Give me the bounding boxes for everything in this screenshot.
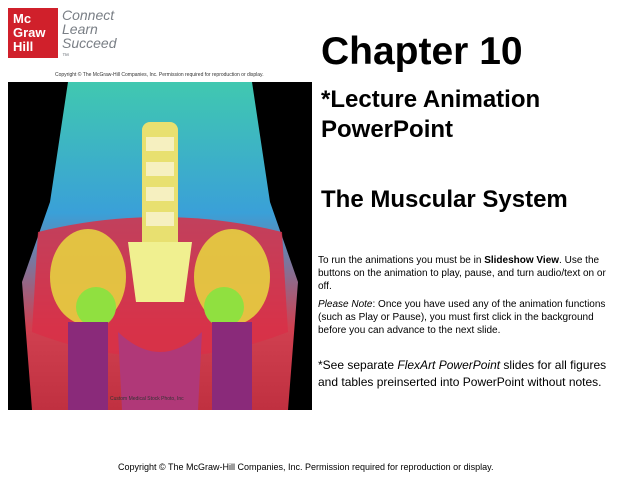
logo-text-line2: Graw	[13, 25, 46, 40]
please-note-label: Please Note	[318, 299, 373, 310]
tagline-learn: Learn	[62, 21, 98, 37]
slideshow-view-emphasis: Slideshow View	[484, 255, 560, 266]
flexart-note-paragraph: *See separate FlexArt PowerPoint slides for all figures and tables preinserted into PowerPoint without notes.	[318, 358, 607, 389]
logo-text-line3: Hill	[13, 39, 34, 54]
logo-text-line1: Mc	[13, 11, 32, 26]
chapter-title: Chapter 10	[321, 30, 523, 73]
subtitle-line1: *Lecture Animation	[321, 86, 541, 113]
pelvis-mri-image	[8, 82, 312, 410]
trademark-symbol: ™	[62, 53, 69, 60]
footer-copyright: Copyright © The McGraw-Hill Companies, Inc. Permission required for reproduction or display.	[118, 462, 494, 472]
chapter-topic: The Muscular System	[321, 186, 568, 213]
image-copyright-notice: Copyright © The McGraw-Hill Companies, Inc. Permission required for reproduction or display.	[55, 72, 264, 78]
tagline-connect: Connect	[62, 7, 115, 23]
mri-scan-graphic	[8, 82, 312, 410]
image-credit: Custom Medical Stock Photo, Inc	[110, 396, 184, 402]
flexart-powerpoint-emphasis: FlexArt PowerPoint	[397, 358, 501, 372]
mcgraw-hill-logo	[8, 8, 58, 58]
note-paragraph: Please Note: Once you have used any of the animation functions (such as Play or Pause), you must first click in the background before you can advance to the next slide.	[318, 299, 606, 336]
tagline-succeed: Succeed	[62, 35, 117, 51]
subtitle-line2: PowerPoint	[321, 116, 454, 143]
logo-tagline	[62, 8, 116, 64]
instructions-paragraph: To run the animations you must be in Slideshow View. Use the buttons on the animation to play, pause, and turn audio/text on or off.	[318, 255, 606, 292]
